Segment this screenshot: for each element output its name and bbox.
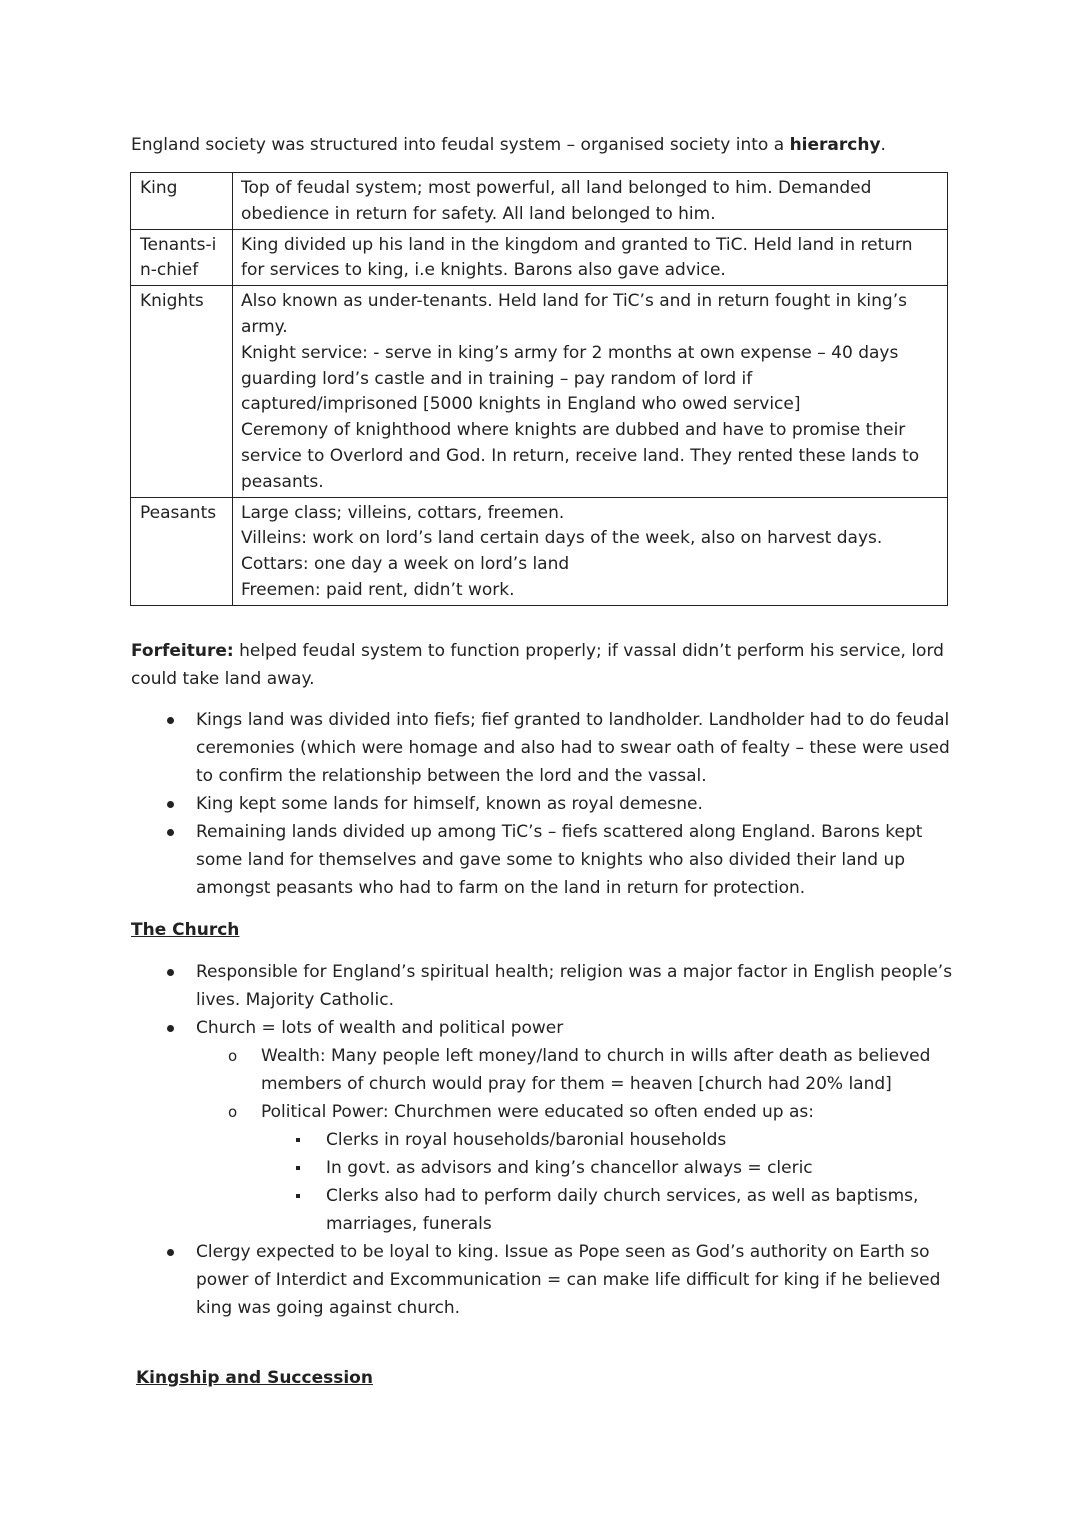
forfeiture-text: helped feudal system to function properly; if vassal didn’t perform his service, lord could take land away. — [131, 641, 944, 689]
square-bullet-icon — [296, 1138, 300, 1142]
list-item — [0, 958, 960, 1014]
cell-line: service to Overlord and God. In return, receive land. They rented these lands to — [241, 445, 920, 466]
cell-line: obedience in return for safety. All land belonged to him. — [241, 203, 716, 224]
kingship-heading: Kingship and Succession — [136, 1368, 373, 1388]
list-item-text: Remaining lands divided up among TiC’s – fiefs scattered along England. Barons kept some land for themselves and gave some to knights who also divided their land up amongst peasants who had to farm on the land in return for protection. — [196, 822, 923, 898]
description-cell — [233, 229, 948, 286]
intro-text: England society was structured into feudal system – organised society into a — [131, 135, 790, 155]
list-item-text: Responsible for England’s spiritual health; religion was a major factor in English people’s lives. Majority Catholic. — [196, 962, 953, 1010]
bullet-icon — [167, 717, 174, 724]
rank-cell — [131, 229, 233, 286]
rank-cell: Peasants — [131, 497, 233, 605]
cell-line: Top of feudal system; most powerful, all land belonged to him. Demanded — [241, 178, 872, 198]
cell-line: peasants. — [241, 471, 324, 492]
church-heading: The Church — [131, 920, 240, 940]
cell-line: Cottars: one day a week on lord’s land — [241, 554, 570, 575]
cell-line: Villeins: work on lord’s land certain days of the week, also on harvest days. — [241, 528, 883, 549]
rank-cell: Knights — [131, 286, 233, 497]
list-item-text: Clerks also had to perform daily church services, as well as baptisms, marriages, funerals — [326, 1186, 919, 1234]
cell-line: Knight service: - serve in king’s army for 2 months at own expense – 40 days — [241, 342, 899, 363]
cell-line: King divided up his land in the kingdom and granted to TiC. Held land in return — [241, 234, 913, 255]
cell-line: n-chief — [140, 260, 199, 281]
circle-bullet-icon: o — [228, 1103, 238, 1121]
cell-line: Large class; villeins, cottars, freemen. — [241, 502, 565, 523]
square-bullet-icon — [296, 1194, 300, 1198]
table-row — [131, 173, 948, 230]
list-item — [0, 1238, 960, 1322]
intro-bold-term: hierarchy — [789, 135, 881, 155]
description-cell — [233, 286, 948, 497]
intro-end: . — [880, 135, 886, 155]
feudal-hierarchy-table — [130, 172, 948, 606]
political-items-list — [261, 1126, 960, 1238]
list-item — [0, 1126, 960, 1154]
cell-line: guarding lord’s castle and in training – pay random of lord if — [241, 368, 753, 389]
description-cell — [233, 173, 948, 230]
list-item — [0, 1154, 960, 1182]
list-item-text: Political Power: Churchmen were educated so often ended up as: — [261, 1102, 815, 1122]
table-row — [131, 229, 948, 286]
square-bullet-icon — [296, 1166, 300, 1170]
rank-cell: King — [131, 173, 233, 230]
cell-line: Ceremony of knighthood where knights are dubbed and have to promise their — [241, 420, 906, 441]
list-item-text: King kept some lands for himself, known as royal demesne. — [196, 794, 703, 814]
cell-line: captured/imprisoned [5000 knights in England who owed service] — [241, 394, 801, 415]
church-sub-list — [196, 1042, 960, 1238]
list-item — [0, 1098, 960, 1238]
intro-paragraph — [131, 133, 886, 157]
bullet-icon — [167, 969, 174, 976]
cell-line: Also known as under-tenants. Held land for TiC’s and in return fought in king’s — [241, 291, 907, 312]
list-item-text: In govt. as advisors and king’s chancellor always = cleric — [326, 1158, 813, 1178]
land-bullet-list — [0, 706, 960, 902]
cell-line: for services to king, i.e knights. Barons also gave advice. — [241, 260, 726, 281]
bullet-icon — [167, 829, 174, 836]
table-row — [131, 286, 948, 497]
list-item — [0, 1042, 960, 1098]
list-item-text: Clergy expected to be loyal to king. Issue as Pope seen as God’s authority on Earth so power of Interdict and Excommunication = can make life difficult for king if he believed king was going against church. — [196, 1242, 941, 1318]
list-item-text: Church = lots of wealth and political power — [196, 1018, 564, 1038]
list-item — [0, 790, 960, 818]
bullet-icon — [167, 1025, 174, 1032]
forfeiture-term: Forfeiture: — [131, 641, 234, 661]
list-item-text: Kings land was divided into fiefs; fief granted to landholder. Landholder had to do feudal ceremonies (which were homage and also had to swear oath of fealty – these were used to confirm the relationship between the lord and the vassal. — [196, 710, 950, 786]
circle-bullet-icon: o — [228, 1047, 238, 1065]
bullet-icon — [167, 801, 174, 808]
bullet-icon — [167, 1249, 174, 1256]
list-item — [0, 818, 960, 902]
table-row — [131, 497, 948, 605]
cell-line: Tenants-i — [140, 234, 217, 255]
cell-line: Freemen: paid rent, didn’t work. — [241, 579, 515, 600]
church-bullet-list — [0, 958, 960, 1322]
list-item — [0, 1182, 960, 1238]
list-item-text: Wealth: Many people left money/land to church in wills after death as believed members of church would pray for them = heaven [church had 20% land] — [261, 1046, 931, 1094]
cell-line: army. — [241, 316, 288, 337]
list-item — [0, 1014, 960, 1238]
list-item — [0, 706, 960, 790]
list-item-text: Clerks in royal households/baronial households — [326, 1130, 727, 1150]
forfeiture-paragraph — [131, 637, 951, 693]
description-cell — [233, 497, 948, 605]
